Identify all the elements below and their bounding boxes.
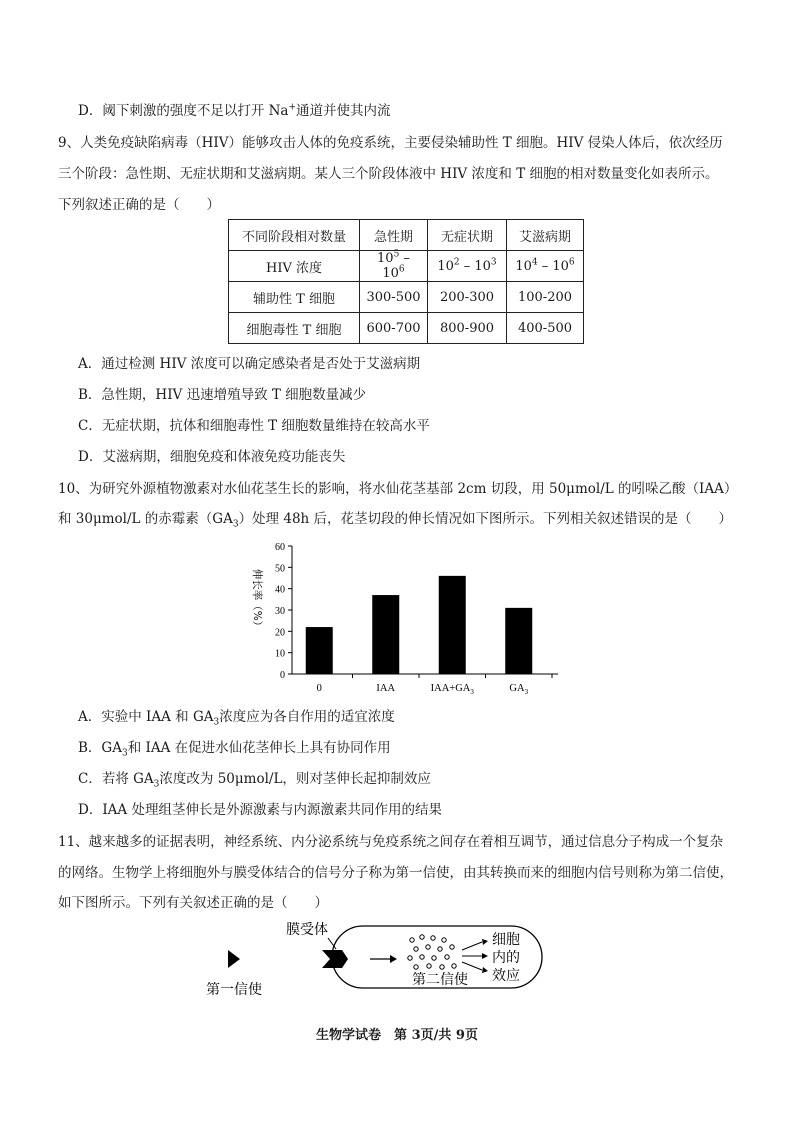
subscript: 3	[121, 748, 128, 759]
membrane-receptor-label: 膜受体	[286, 922, 328, 938]
option-letter: D．	[78, 103, 103, 119]
table-row	[229, 251, 584, 282]
stem-text-rest: ）处理 48h 后，花茎切段的伸长情况如下图所示。下列相关叙述错误的是（ ）	[238, 511, 733, 527]
exponent: 4	[531, 257, 538, 268]
option-text: 急性期，HIV 迅速增殖导致 T 细胞数量减少	[101, 387, 367, 403]
option-text: 通过检测 HIV 浓度可以确定感染者是否处于艾滋病期	[101, 356, 421, 372]
option-letter: A．	[78, 356, 102, 372]
exponent: 2	[453, 257, 460, 268]
q9-stem-line2: 三个阶段：急性期、无症状期和艾滋病期。某人三个阶段体液中 HIV 浓度和 T 细胞的相对数量变化如表所示。	[58, 166, 719, 182]
option-text-rest: 通道并使其内流	[296, 103, 391, 119]
q11-stem-line2: 的网络。生物学上将细胞外与膜受体结合的信号分子称为第一信使，由其转换而来的细胞内信号则称为第二信使，	[58, 865, 733, 881]
option-text: 若将 GA	[101, 771, 154, 787]
option-letter: D．	[78, 802, 103, 818]
x-tick-label: IAA	[376, 683, 396, 694]
q9-stem-line1: 9、人类免疫缺陷病毒（HIV）能够攻击人体的免疫系统，主要侵染辅助性 T 细胞。HIV 侵染人体后，依次经历	[58, 135, 723, 151]
table-header-cell: 急性期	[360, 220, 428, 251]
y-tick-label: 30	[275, 606, 285, 617]
option-text-rest: 浓度改为 50μmol/L，则对茎伸长起抑制效应	[159, 771, 431, 787]
second-messenger-diagram	[190, 920, 570, 1010]
option-text: GA	[101, 740, 122, 756]
table-header-cell: 无症状期	[428, 220, 507, 251]
table-cell: 400-500	[507, 313, 584, 344]
table-row	[229, 282, 584, 313]
q9-option-c	[78, 416, 430, 436]
q10-option-a	[78, 707, 395, 727]
y-tick-label: 20	[275, 627, 285, 639]
table-row	[229, 313, 584, 344]
option-letter: A．	[78, 709, 102, 725]
q9-option-a	[78, 354, 420, 374]
table-cell: 100-200	[507, 282, 584, 313]
q10-option-b	[78, 738, 391, 758]
effect-label-line3: 效应	[492, 968, 520, 984]
option-letter: B．	[78, 387, 102, 403]
bar	[306, 627, 333, 674]
q8-option-d	[78, 101, 391, 121]
table-header-row	[229, 220, 584, 251]
bar	[505, 608, 532, 674]
base: 10	[515, 258, 532, 274]
table-cell	[507, 251, 584, 282]
subscript: 3	[153, 779, 160, 790]
arrow-head-icon	[390, 955, 397, 963]
table-cell: 200-300	[428, 282, 507, 313]
y-tick-label: 40	[275, 584, 285, 596]
second-messenger-dots	[408, 935, 456, 969]
y-tick-label: 0	[280, 670, 285, 681]
superscript: +	[288, 102, 297, 113]
q10-option-d	[78, 800, 442, 820]
option-letter: C．	[78, 771, 102, 787]
x-tick-label: 0	[316, 683, 322, 694]
table-cell: 600-700	[360, 313, 428, 344]
table-cell: 300-500	[360, 282, 428, 313]
q11-stem-line1: 11、越来越多的证据表明，神经系统、内分泌系统与免疫系统之间存在着相互调节，通过信息分子构成一个复杂	[58, 834, 724, 850]
table-row-label: 辅助性 T 细胞	[229, 282, 360, 313]
subscript: 3	[213, 717, 220, 728]
y-tick-label: 60	[275, 542, 285, 553]
stem-text: 和 30μmol/L 的赤霉素（GA	[58, 511, 233, 527]
exponent: 5	[393, 249, 400, 260]
base: 10	[377, 251, 394, 266]
q9-option-d	[78, 447, 345, 467]
table-header-cell: 不同阶段相对数量	[229, 220, 360, 251]
option-text: 实验中 IAA 和 GA	[101, 709, 214, 725]
subscript: 3	[524, 688, 529, 696]
option-text: 阈下刺激的强度不足以打开 Na	[102, 103, 289, 119]
table-cell	[360, 251, 428, 282]
second-messenger-label: 第二信使	[412, 972, 468, 988]
exponent: 6	[398, 264, 405, 275]
table-row-label: 细胞毒性 T 细胞	[229, 313, 360, 344]
option-text: IAA 处理组茎伸长是外源激素与内源激素共同作用的结果	[102, 802, 442, 818]
hiv-data-table	[228, 219, 584, 344]
page-footer: 生物学试卷 第 3页/共 9页	[316, 1028, 478, 1043]
option-text-rest: 浓度应为各自作用的适宜浓度	[219, 709, 395, 725]
exponent: 3	[490, 257, 497, 268]
table-row-label: HIV 浓度	[229, 251, 360, 282]
option-text-rest: 和 IAA 在促进水仙花茎伸长上具有协同作用	[127, 740, 391, 756]
base: 10	[552, 258, 569, 274]
y-axis-label: 伸长率（%）	[251, 568, 263, 632]
option-letter: C．	[78, 418, 102, 434]
bar	[372, 595, 399, 674]
first-messenger-icon	[228, 950, 240, 968]
bar	[439, 576, 466, 674]
exponent: 6	[568, 257, 575, 268]
subscript: 3	[470, 688, 474, 696]
base: 10	[474, 258, 491, 274]
y-tick-label: 50	[275, 563, 285, 575]
q9-stem-line3: 下列叙述正确的是（ ）	[58, 197, 220, 213]
q10-stem-line1: 10、为研究外源植物激素对水仙花茎生长的影响，将水仙花茎基部 2cm 切段，用 50μmol/L 的吲哚乙酸（IAA）	[58, 481, 738, 497]
base: 10	[437, 258, 454, 274]
subscript: 3	[232, 519, 239, 530]
elongation-bar-chart	[240, 538, 570, 700]
first-messenger-label: 第一信使	[206, 982, 262, 998]
q11-stem-line3: 如下图所示。下列有关叙述正确的是（ ）	[58, 895, 328, 911]
membrane-receptor-icon	[322, 950, 348, 968]
table-cell: 800-900	[428, 313, 507, 344]
q10-option-c	[78, 769, 431, 789]
y-tick-label: 10	[275, 648, 285, 660]
x-tick-label: $GA_3$	[509, 683, 529, 696]
x-tick-label: $IAA+GA_3$	[430, 683, 474, 696]
option-text: 无症状期，抗体和细胞毒性 T 细胞数量维持在较高水平	[101, 418, 430, 434]
q9-option-b	[78, 385, 366, 405]
table-cell	[428, 251, 507, 282]
range-sep: –	[459, 258, 475, 274]
base: 10	[382, 266, 399, 281]
effect-arrows	[462, 942, 482, 970]
range-sep: –	[399, 251, 410, 266]
option-letter: D．	[78, 449, 103, 465]
option-text: 艾滋病期，细胞免疫和体液免疫功能丧失	[102, 449, 346, 465]
effect-arrow-heads	[482, 939, 488, 973]
q10-stem-line2	[58, 509, 732, 529]
range-sep: –	[537, 258, 553, 274]
effect-label-line1: 细胞	[492, 932, 520, 948]
effect-label-line2: 内的	[492, 950, 520, 966]
table-header-cell: 艾滋病期	[507, 220, 584, 251]
option-letter: B．	[78, 740, 102, 756]
